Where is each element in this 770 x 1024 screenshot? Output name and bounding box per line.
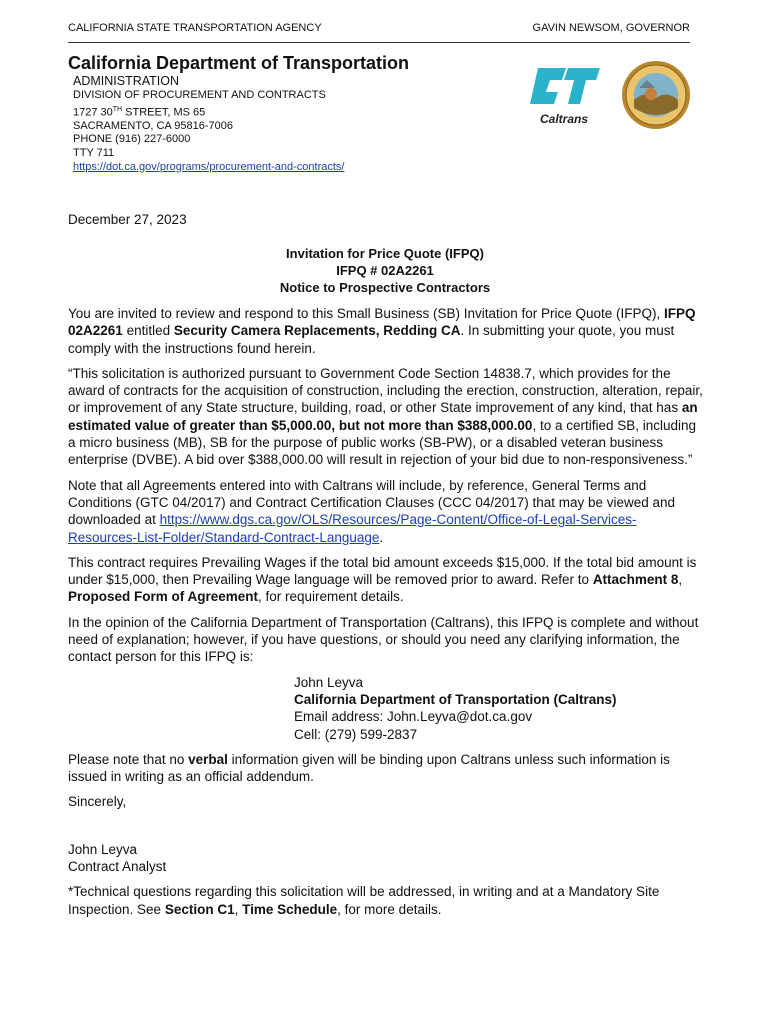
footnote: *Technical questions regarding this solicitation will be addressed, in writing and at a Mandatory Site Inspection. See Section C1, Time Schedule, for more details. bbox=[68, 884, 660, 917]
contact-block bbox=[294, 674, 704, 743]
division-line: DIVISION OF PROCUREMENT AND CONTRACTS bbox=[73, 89, 326, 101]
phone-line: PHONE (916) 227-6000 bbox=[73, 133, 191, 146]
closing: Sincerely, bbox=[68, 794, 127, 810]
paragraph-prevailing-wages: This contract requires Prevailing Wages if the total bid amount exceeds $15,000. If the total bid amount is under $15,000, then Prevailing Wage language will be removed prior to award. Refer to Attachment 8, Proposed Form of Agreement, for requirement details. bbox=[68, 554, 697, 605]
svg-text:Caltrans: Caltrans bbox=[540, 112, 589, 126]
signature-role: Contract Analyst bbox=[68, 859, 167, 875]
document-title-block bbox=[68, 245, 702, 296]
paragraph-authorization: “This solicitation is authorized pursuant to Government Code Section 14838.7, which provides for the award of contracts for the acquisition of construction, including the erection, construction, alteration, repair, or improvement of any State structure, building, road, or other State improvement of any kind, that has an estimated value of greater than $5,000.00, but not more than $388,000.00, to a certified SB, including a micro business (MB), SB for the purpose of public works (SB-PW), or a disabled veteran business enterprise (DVBE). A bid over $388,000.00 will result in rejection of your bid due to non-responsiveness.” bbox=[68, 365, 703, 468]
contact-name: John Leyva bbox=[294, 674, 364, 690]
contact-email: Email address: John.Leyva@dot.ca.gov bbox=[294, 709, 533, 725]
paragraph-invitation: You are invited to review and respond to this Small Business (SB) Invitation for Price Quote (IFPQ), IFPQ 02A2261 entitled Security Camera Replacements, Redding CA. In submitting your quote, you must comply with the instructions found herein. bbox=[68, 306, 696, 356]
agency-name: CALIFORNIA STATE TRANSPORTATION AGENCY bbox=[68, 22, 322, 34]
department-address bbox=[73, 74, 344, 174]
letter-body bbox=[68, 305, 704, 926]
signature-name: John Leyva bbox=[68, 841, 138, 857]
governor-name: GAVIN NEWSOM, GOVERNOR bbox=[532, 22, 690, 34]
street-line: 1727 30TH STREET, MS 65 bbox=[73, 105, 206, 119]
title-line-1: Invitation for Price Quote (IFPQ) bbox=[286, 246, 484, 261]
signature-block bbox=[68, 841, 704, 876]
admin-line: ADMINISTRATION bbox=[73, 74, 180, 88]
tty-line: TTY 711 bbox=[73, 147, 115, 160]
contact-cell: Cell: (279) 599-2837 bbox=[294, 726, 418, 742]
contact-org: California Department of Transportation (Caltrans) bbox=[294, 691, 617, 707]
dgs-contract-language-link[interactable]: https://www.dgs.ca.gov/OLS/Resources/Page-Content/Office-of-Legal-Services-Resources-List-Folder/Standard-Contract-Language bbox=[68, 512, 637, 545]
title-line-3: Notice to Prospective Contractors bbox=[279, 280, 491, 295]
paragraph-agreements: Note that all Agreements entered into with Caltrans will include, by reference, General Terms and Conditions (GTC 04/2017) and Contract Certification Clauses (CCC 04/2017) that may be viewed and downloaded at https://www.dgs.ca.gov/OLS/Resources/Page-Content/Office-of-Legal-Services-Resources-List-Folder/Standard-Contract-Language. bbox=[68, 477, 676, 545]
paragraph-verbal-notice: Please note that no verbal information given will be binding upon Caltrans unless such information is issued in writing as an official addendum. bbox=[68, 751, 670, 785]
procurement-link[interactable]: https://dot.ca.gov/programs/procurement-and-contracts/ bbox=[73, 160, 345, 173]
california-seal bbox=[621, 60, 691, 130]
letterhead-top-bar bbox=[68, 22, 690, 43]
paragraph-contact-intro: In the opinion of the California Department of Transportation (Caltrans), this IFPQ is complete and without need of explanation; however, if you have questions, or should you need any clarifying information, the contact person for this IFPQ is: bbox=[68, 614, 699, 665]
title-line-2: IFPQ # 02A2261 bbox=[336, 263, 434, 278]
department-title: California Department of Transportation bbox=[68, 53, 410, 73]
caltrans-logo bbox=[528, 62, 604, 128]
city-line: SACRAMENTO, CA 95816-7006 bbox=[73, 119, 233, 132]
letter-date: December 27, 2023 bbox=[68, 212, 187, 227]
